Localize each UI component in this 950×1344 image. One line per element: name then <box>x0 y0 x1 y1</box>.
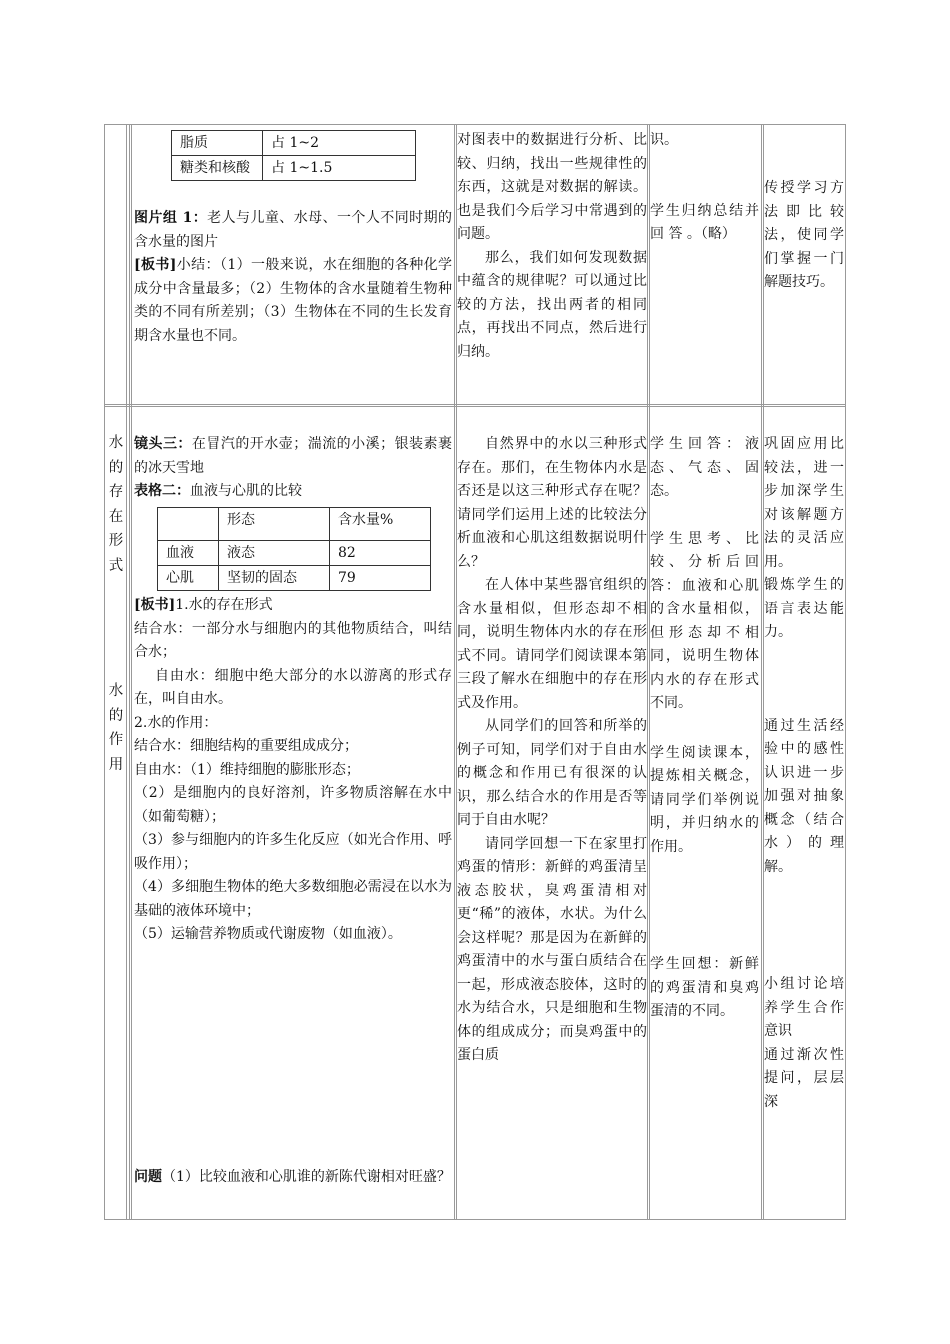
table2-label: 表格二： <box>134 483 190 499</box>
table-cell: 82 <box>330 541 431 566</box>
table-row <box>172 156 416 181</box>
role-bound: 结合水：细胞结构的重要组成成分； <box>134 738 358 754</box>
teacher-paragraph: 在人体中某些器官组织的含水量相似，但形态却不相同，说明生物体内水的存在形式不同。请同学们阅读课本第三段了解水在细胞中的存在形式及作用。 <box>457 577 647 711</box>
role-item: （2）是细胞内的良好溶剂，许多物质溶解在水中（如葡萄糖）； <box>134 785 452 825</box>
student-activity-bottom <box>650 433 759 1024</box>
design-intent-bottom <box>764 433 844 1114</box>
table2-title: 血液与心肌的比较 <box>190 483 302 499</box>
teacher-paragraph: 对图表中的数据进行分析、比较、归纳，找出一些规律性的东西，这就是对数据的解读。也是我们今后学习中常遇到的问题。 <box>457 132 647 242</box>
table-cell: 糖类和核酸 <box>172 156 263 181</box>
row-divider <box>105 404 845 407</box>
column-divider <box>129 125 132 1219</box>
picture-group-text: 老人与儿童、水母、一个人不同时期的含水量的图片 <box>134 210 452 250</box>
lesson-plan-table <box>104 124 846 1220</box>
intent-paragraph: 传授学习方法即比较法，使同学们掌握一门解题技巧。 <box>764 180 844 290</box>
scene-label: 镜头三： <box>134 436 192 452</box>
scene-text: 在冒汽的开水壶；湍流的小溪；银装素裹的冰天雪地 <box>134 436 453 476</box>
question-note <box>134 1166 452 1190</box>
table-cell: 占 1~2 <box>263 131 416 156</box>
board-notes <box>134 594 452 947</box>
board-summary: 小结：（1）一般来说，水在细胞的各种化学成分中含量最多；（2）生物体的含水量随着生物种类的不同有所差别；（3）生物体在不同的生长发育期含水量也不同。 <box>134 257 453 344</box>
teacher-paragraph: 那么，我们如何发现数据中蕴含的规律呢？可以通过比较的方法，找出两者的相同点，再找出不同点，然后进行归纳。 <box>457 249 647 360</box>
section-label-water-forms: 水的存在形式 <box>108 435 124 574</box>
table-cell: 79 <box>330 566 431 591</box>
student-paragraph: 学生回想：新鲜的鸡蛋清和臭鸡蛋清的不同。 <box>650 956 759 1019</box>
role-free: 自由水：（1）维持细胞的膨胀形态； <box>134 761 360 778</box>
student-activity-top <box>650 129 759 247</box>
role-title: 2.水的作用： <box>134 714 218 731</box>
student-paragraph: 学生阅读课本，提炼相关概念，请同学们举例说明，并归纳水的作用。 <box>650 744 759 855</box>
student-paragraph: 学生思考、比较、分析后回答：血液和心肌的含水量相似，但形态却不相同，说明生物体内水的存在形式不同。 <box>650 530 759 711</box>
role-item: （5）运输营养物质或代谢废物（如血液）。 <box>134 926 402 942</box>
table-cell: 脂质 <box>172 131 263 156</box>
table-cell: 占 1~1.5 <box>263 156 416 181</box>
teacher-paragraph: 请同学回想一下在家里打鸡蛋的情形：新鲜的鸡蛋清呈液态胶状，臭鸡蛋清相对更“稀”的液体，水状。为什么会这样呢？那是因为在新鲜的鸡蛋清中的水与蛋白质结合在一起，形成液态胶体，这时的水为结合水，只是细胞和生物体的组成成分；而臭鸡蛋中的蛋白质 <box>457 835 647 1063</box>
teacher-activity-top <box>457 129 647 364</box>
student-paragraph: 识。 <box>650 132 678 148</box>
intent-paragraph: 锻炼学生的语言表达能力。 <box>764 577 844 640</box>
student-paragraph: 学生回答：液态、气态、固态。 <box>650 436 759 499</box>
table-row <box>158 508 431 541</box>
intent-paragraph: 通过生活经验中的感性认识进一步加强对抽象概念（结合水）的理解。 <box>764 717 844 875</box>
bound-water-definition: 结合水：一部分水与细胞内的其他物质结合，叫结合水； <box>134 620 452 660</box>
design-intent-top <box>764 177 844 295</box>
table-row <box>172 131 416 156</box>
picture-group-note <box>134 207 452 348</box>
role-item: （4）多细胞生物体的绝大多数细胞必需浸在以水为基础的液体环境中； <box>134 879 452 919</box>
table-header: 形态 <box>219 508 330 541</box>
teacher-paragraph: 自然界中的水以三种形式存在。那们，在生物体内水是否还是以这三种形式存在呢？请同学们运用上述的比较法分析血液和心肌这组数据说明什么？ <box>457 436 647 570</box>
scene-note <box>134 433 452 504</box>
free-water-definition: 自由水：细胞中绝大部分的水以游离的形式存在，叫自由水。 <box>134 667 452 707</box>
question-label: 问题 <box>134 1169 162 1185</box>
question-text: （1）比较血液和心肌谁的新陈代谢相对旺盛？ <box>162 1169 451 1185</box>
teacher-activity-bottom <box>457 433 647 1068</box>
student-paragraph: 学生归纳总结并 回 答 。（略） <box>650 202 759 242</box>
section-label-water-roles: 水的作用 <box>108 683 124 773</box>
intent-paragraph: 通过渐次性提问，层层深 <box>764 1046 844 1110</box>
column-divider <box>126 125 127 1219</box>
board-title: 1.水的存在形式 <box>175 597 273 613</box>
table-row <box>158 541 431 566</box>
fat-sugar-table <box>171 130 416 181</box>
table-row <box>158 566 431 591</box>
teacher-paragraph: 从同学们的回答和所举的例子可知，同学们对于自由水的概念和作用已有很深的认识，那么结合水的作用是否等同于自由水呢？ <box>457 718 647 828</box>
table-header <box>158 508 219 541</box>
board-label: [板书] <box>134 597 176 613</box>
table-header: 含水量% <box>330 508 431 541</box>
picture-group-label: 图片组 1： <box>134 210 208 226</box>
table-cell: 液态 <box>219 541 330 566</box>
table-cell: 心肌 <box>158 566 219 591</box>
table-cell: 血液 <box>158 541 219 566</box>
blood-heart-table <box>157 507 431 591</box>
table-cell: 坚韧的固态 <box>219 566 330 591</box>
intent-paragraph: 巩固应用比较法，进一步加深学生对该解题方法的灵活应用。 <box>764 436 844 570</box>
board-label: [板书] <box>134 257 177 273</box>
role-item: （3）参与细胞内的许多生化反应（如光合作用、呼吸作用）； <box>134 832 452 872</box>
intent-paragraph: 小组讨论培养学生合作意识 <box>764 976 844 1039</box>
